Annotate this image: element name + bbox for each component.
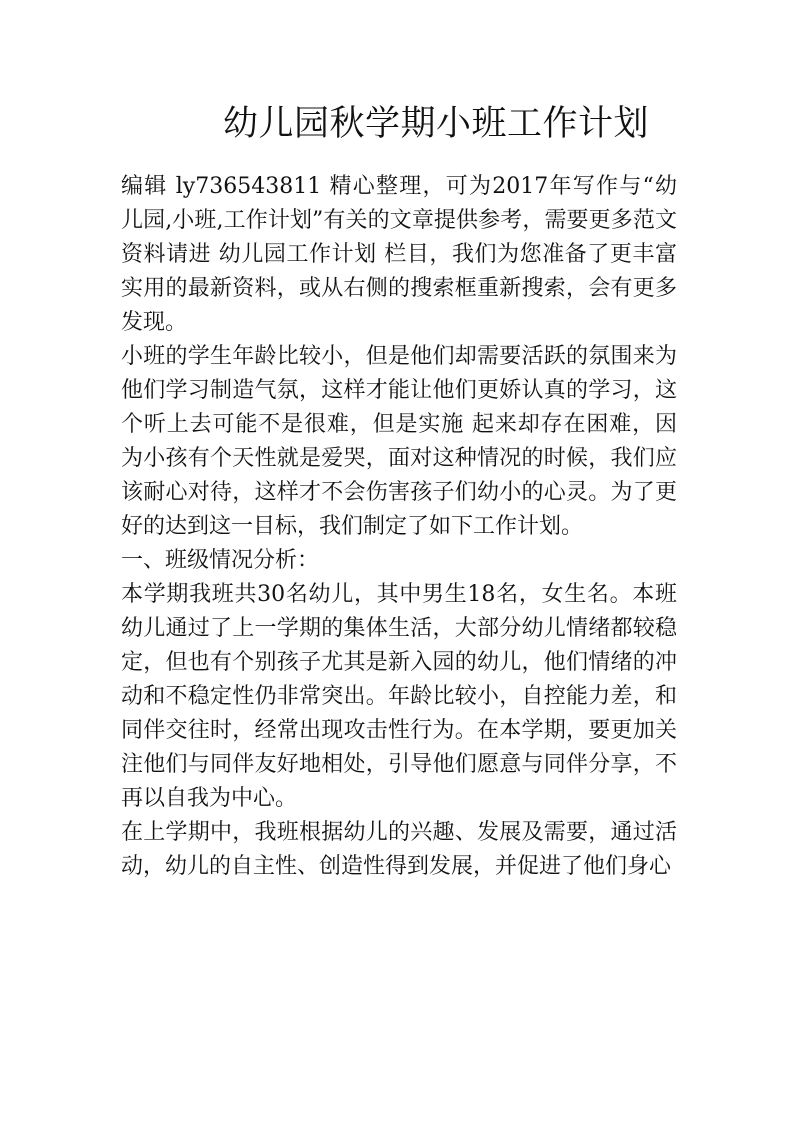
document-body — [121, 170, 677, 884]
document-title: 幼儿园秋学期小班工作计划 — [223, 104, 650, 144]
section-heading: 一、班级情况分析： — [121, 548, 320, 573]
intro-paragraph: 编辑 ly736543811 精心整理，可为2017年写作与“幼儿园,小班,工作计划”有关的文章提供参考，需要更多范文资料请进 幼儿园工作计划 栏目，我们为您准备了更丰富实用的最新资料，或从右侧的搜索框重新搜索，会有更多发现。 — [121, 174, 677, 335]
class-analysis-paragraph: 本学期我班共30名幼儿，其中男生18名，女生名。本班幼儿通过了上一学期的集体生活，大部分幼儿情绪都较稳定，但也有个别孩子尤其是新入园的幼儿，他们情绪的冲动和不稳定性仍非常突出。年龄比较小，自控能力差，和同伴交往时，经常出现攻击性行为。在本学期，要更加关注他们与同伴友好地相处，引导他们愿意与同伴分享，不再以自我为中心。 — [121, 582, 677, 811]
class-overview-paragraph: 小班的学生年龄比较小，但是他们却需要活跃的氛围来为他们学习制造气氛，这样才能让他们更娇认真的学习，这个听上去可能不是很难，但是实施 起来却存在困难，因为小孩有个天性就是爱哭，面对这种情况的时候，我们应该耐心对待，这样才不会伤害孩子们幼小的心灵。为了更好的达到这一目标，我们制定了如下工作计划。 — [121, 344, 677, 539]
previous-term-paragraph: 在上学期中，我班根据幼儿的兴趣、发展及需要，通过活动，幼儿的自主性、创造性得到发展，并促进了他们身心 — [121, 820, 677, 879]
